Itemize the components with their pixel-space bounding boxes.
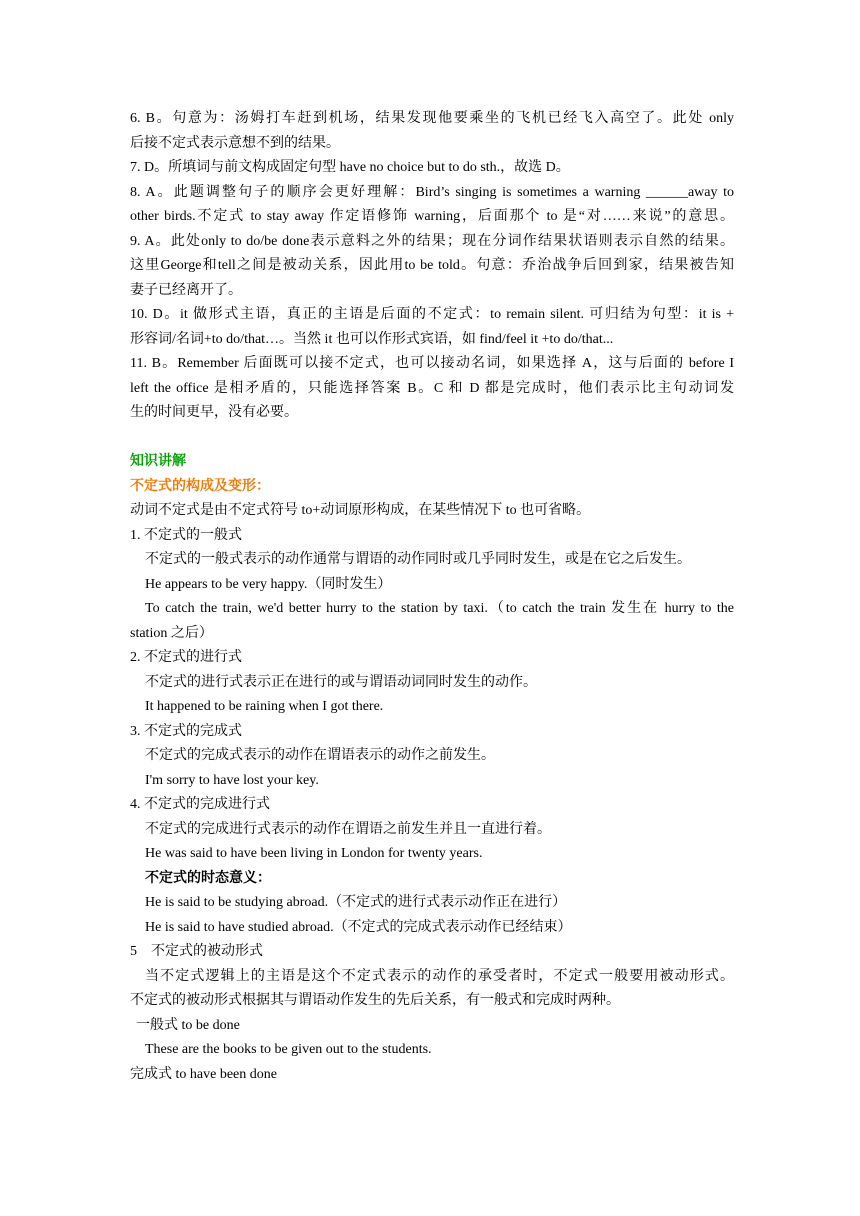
perfect-form-label: 完成式 to have been done	[130, 1066, 277, 1082]
answer-11-line3: 生的时间更早，没有必要。	[130, 405, 298, 420]
item-5-title: 5 不定式的被动形式	[130, 944, 263, 959]
answer-11-line1: 11. B。Remember 后面既可以接不定式，也可以接动名词，如果选择 A，这与后面的 before I	[130, 356, 734, 371]
answer-9-line2: 这里George和tell之间是被动关系，因此用to be told。句意：乔治战争后回到家，结果被告知	[130, 258, 734, 273]
document-body	[130, 107, 734, 1087]
answer-11-line2: left the office 是相矛盾的，只能选择答案 B。C 和 D 都是完成时，他们表示比主句动词发	[130, 380, 734, 396]
item-1-title: 1. 不定式的一般式	[130, 527, 242, 543]
tense-meaning-title: 不定式的时态意义：	[145, 870, 271, 886]
item-1-example-2-line1: To catch the train, we'd better hurry to the station by taxi.（to catch the train 发生在 hurry to the	[145, 601, 734, 616]
item-4-title: 4. 不定式的完成进行式	[130, 797, 270, 812]
answer-7: 7. D。所填词与前文构成固定句型 have no choice but to do sth.，故选 D。	[130, 160, 570, 175]
item-2-example: It happened to be raining when I got there.	[145, 699, 384, 714]
spacer	[130, 426, 734, 451]
item-4-example: He was said to have been living in London for twenty years.	[145, 846, 483, 861]
item-3-description: 不定式的完成式表示的动作在谓语表示的动作之前发生。	[145, 748, 495, 763]
intro-text: 动词不定式是由不定式符号 to+动词原形构成，在某些情况下 to 也可省略。	[130, 503, 591, 518]
item-2-title: 2. 不定式的进行式	[130, 650, 242, 665]
item-3-example: I'm sorry to have lost your key.	[145, 772, 319, 788]
item-1-example-1: He appears to be very happy.（同时发生）	[145, 576, 392, 592]
answer-6-line2: 后接不定式表示意想不到的结果。	[130, 135, 340, 151]
item-5-description-line2: 不定式的被动形式根据其与谓语动作发生的先后关系，有一般式和完成时两种。	[130, 993, 620, 1008]
answer-8-line1: 8. A。此题调整句子的顺序会更好理解：Bird’s singing is sometimes a warning ______away to	[130, 184, 734, 200]
item-2-description: 不定式的进行式表示正在进行的或与谓语动词同时发生的动作。	[145, 674, 537, 690]
item-3-title: 3. 不定式的完成式	[130, 723, 242, 739]
item-5-description-line1: 当不定式逻辑上的主语是这个不定式表示的动作的承受者时，不定式一般要用被动形式。	[145, 968, 734, 984]
answer-9-line3: 妻子已经离开了。	[130, 282, 242, 298]
item-4-description: 不定式的完成进行式表示的动作在谓语之前发生并且一直进行着。	[145, 821, 551, 837]
answer-8-line2: other birds.不定式 to stay away 作定语修饰 warning，后面那个 to 是“对……来说”的意思。	[130, 209, 734, 224]
section-title: 知识讲解	[130, 454, 186, 469]
simple-form-label: 一般式 to be done	[136, 1017, 240, 1033]
tense-example-1: He is said to be studying abroad.（不定式的进行式表示动作正在进行）	[145, 895, 567, 910]
item-1-example-2-line2: station 之后）	[130, 625, 213, 641]
tense-example-2: He is said to have studied abroad.（不定式的完成式表示动作已经结束）	[145, 919, 572, 935]
simple-form-example: These are the books to be given out to the students.	[145, 1042, 432, 1057]
subsection-title: 不定式的构成及变形：	[130, 478, 270, 494]
answer-6-line1: 6. B。句意为：汤姆打车赶到机场，结果发现他要乘坐的飞机已经飞入高空了。此处 only	[130, 111, 734, 126]
answer-9-line1: 9. A。此处only to do/be done表示意料之外的结果；现在分词作结果状语则表示自然的结果。	[130, 233, 734, 249]
answer-10-line2: 形容词/名词+to do/that…。当然 it 也可以作形式宾语，如 find/feel it +to do/that...	[130, 331, 614, 347]
item-1-description: 不定式的一般式表示的动作通常与谓语的动作同时或几乎同时发生，或是在它之后发生。	[145, 552, 691, 567]
answer-10-line1: 10. D。it 做形式主语，真正的主语是后面的不定式：to remain silent. 可归结为句型：it is +	[130, 307, 734, 322]
